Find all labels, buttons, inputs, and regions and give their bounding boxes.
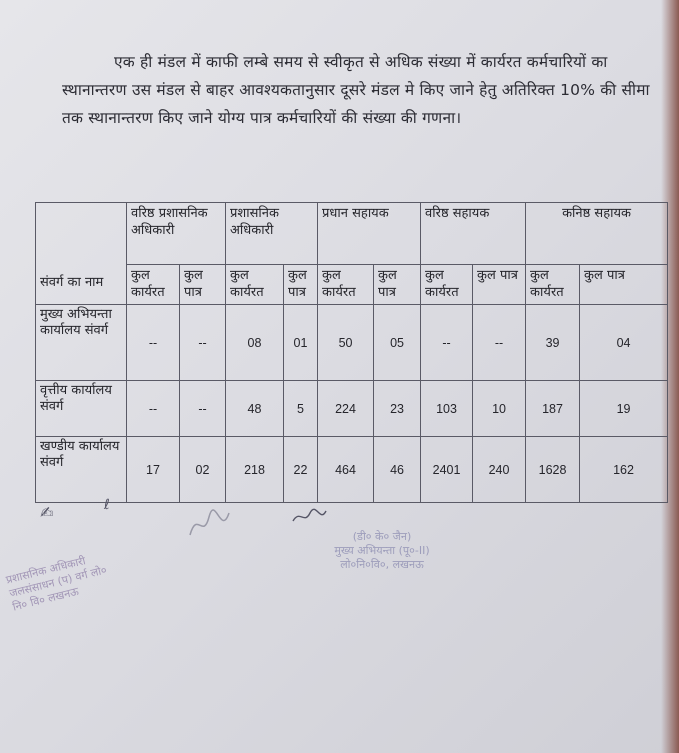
row-label: खण्डीय कार्यालय संवर्ग	[36, 437, 127, 503]
sub-header: कुल कार्यरत	[526, 265, 580, 305]
initials-mark: ℓ	[104, 497, 110, 513]
signatory-title: मुख्य अभियन्ता (पू०-II)	[334, 544, 430, 557]
cell: 224	[318, 381, 374, 437]
cell: 50	[318, 305, 374, 381]
sub-header: कुल पात्र	[374, 265, 421, 305]
cell: 22	[284, 437, 318, 503]
cell: 05	[374, 305, 421, 381]
officer-stamp: प्रशासनिक अधिकारी जलसंसाधन (प) वर्ग लो० नि० वि० लखनऊ	[4, 554, 108, 614]
table-row	[36, 381, 668, 437]
intro-paragraph: एक ही मंडल में काफी लम्बे समय से स्वीकृत से अधिक संख्या में कार्यरत कर्मचारियों का स्थानान्तरण उस मंडल से बाहर आवश्यकतानुसार दूसरे मंडल मे किए जाने हेतु अतिरिक्त 10% की सीमा तक स्थानान्तरण किए जाने योग्य पात्र कर्मचारियों की संख्या की गणना।	[62, 52, 650, 127]
group-header: वरिष्ठ सहायक	[421, 203, 526, 265]
cell: 08	[226, 305, 284, 381]
cell: --	[127, 381, 180, 437]
cell: 19	[580, 381, 668, 437]
signature-scribble	[290, 505, 330, 529]
group-header: कनिष्ठ सहायक	[526, 203, 668, 265]
table-row	[36, 437, 668, 503]
staff-table	[35, 202, 668, 503]
cell: --	[127, 305, 180, 381]
signatory-name: (डी० के० जैन)	[352, 530, 412, 543]
table-row	[36, 305, 668, 381]
sub-header: कुल कार्यरत	[421, 265, 473, 305]
signatory-block	[312, 530, 452, 572]
row-label: मुख्य अभियन्ता कार्यालय संवर्ग	[36, 305, 127, 381]
corner-header: संवर्ग का नाम	[36, 203, 127, 305]
cell: 39	[526, 305, 580, 381]
sub-header: कुल पात्र	[473, 265, 526, 305]
sub-header: कुल पात्र	[580, 265, 668, 305]
cell: --	[421, 305, 473, 381]
cell: 10	[473, 381, 526, 437]
cell: 162	[580, 437, 668, 503]
cell: 48	[226, 381, 284, 437]
cell: 5	[284, 381, 318, 437]
cell: 46	[374, 437, 421, 503]
group-header: वरिष्ठ प्रशासनिक अधिकारी	[127, 203, 226, 265]
cell: 218	[226, 437, 284, 503]
sub-header: कुल कार्यरत	[127, 265, 180, 305]
cell: 02	[180, 437, 226, 503]
row-label: वृत्तीय कार्यालय संवर्ग	[36, 381, 127, 437]
cell: 187	[526, 381, 580, 437]
signature-scribble	[185, 505, 235, 545]
sub-header: कुल कार्यरत	[318, 265, 374, 305]
initials-mark: ✍	[40, 503, 54, 522]
cell: 23	[374, 381, 421, 437]
cell: --	[473, 305, 526, 381]
cell: 01	[284, 305, 318, 381]
cell: 2401	[421, 437, 473, 503]
group-header: प्रशासनिक अधिकारी	[226, 203, 318, 265]
cell: --	[180, 305, 226, 381]
cell: 17	[127, 437, 180, 503]
cell: 464	[318, 437, 374, 503]
cell: --	[180, 381, 226, 437]
cell: 103	[421, 381, 473, 437]
cell: 04	[580, 305, 668, 381]
sub-header: कुल पात्र	[180, 265, 226, 305]
sub-header: कुल कार्यरत	[226, 265, 284, 305]
cell: 1628	[526, 437, 580, 503]
sub-header: कुल पात्र	[284, 265, 318, 305]
signatory-org: लो०नि०वि०, लखनऊ	[340, 558, 424, 571]
cell: 240	[473, 437, 526, 503]
group-header: प्रधान सहायक	[318, 203, 421, 265]
